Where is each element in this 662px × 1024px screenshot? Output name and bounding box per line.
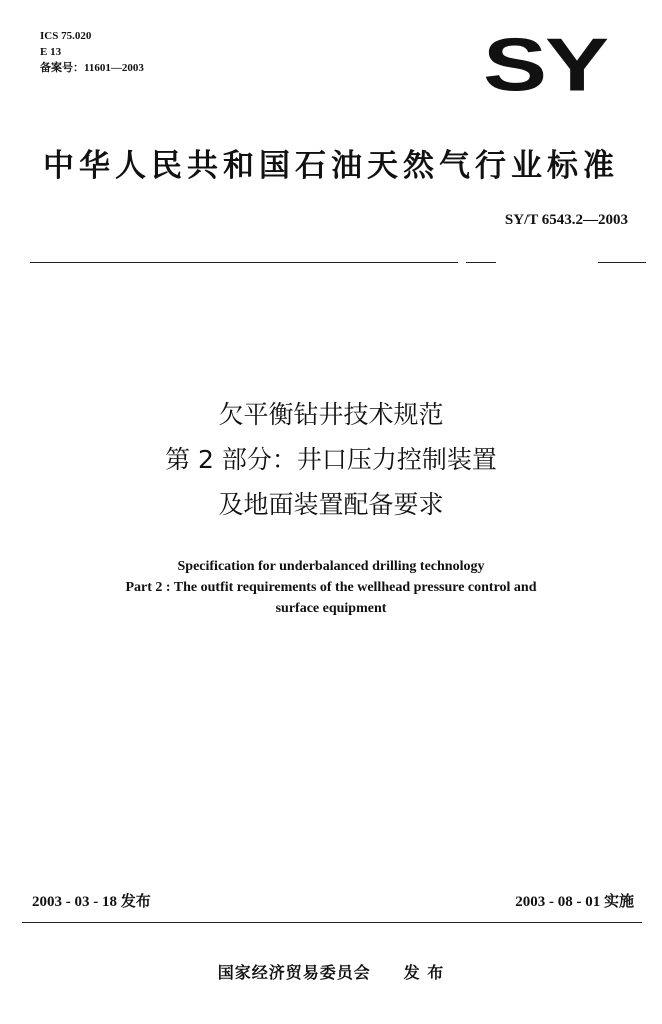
publish-date: 2003 - 03 - 18 发布 [32,894,151,910]
title-cn-line: 欠平衡钻井技术规范 [218,400,444,429]
sy-logo: SY [482,23,607,107]
standard-number: SY/T 6543.2—2003 [504,212,628,228]
title-en-line: Specification for underbalanced drilling technology [177,559,485,574]
publisher-action: 发 布 [403,963,445,982]
record-number: 备案号：11601—2003 [40,62,144,74]
org-title: 中华人民共和国石油天然气行业标准 [43,148,619,184]
implement-date: 2003 - 08 - 01 实施 [515,894,634,910]
title-en [0,556,662,619]
publisher-name: 国家经济贸易委员会 [217,963,371,982]
title-en-line: Part 2 : The outfit requirements of the wellhead pressure control and [125,580,537,595]
title-cn-line: 及地面装置配备要求 [218,490,444,519]
publisher [0,960,662,983]
title-cn-line: 第 2 部分：井口压力控制装置 [165,445,497,474]
header-rule-right [598,262,646,263]
ics-code: ICS 75.020 [40,30,92,42]
header-rule-left [30,262,458,263]
footer-rule [22,922,642,923]
header-meta [40,28,144,76]
category-code: E 13 [40,46,62,58]
header-rule-mid [466,262,496,263]
title-cn [0,392,662,527]
title-en-line: surface equipment [275,601,387,616]
